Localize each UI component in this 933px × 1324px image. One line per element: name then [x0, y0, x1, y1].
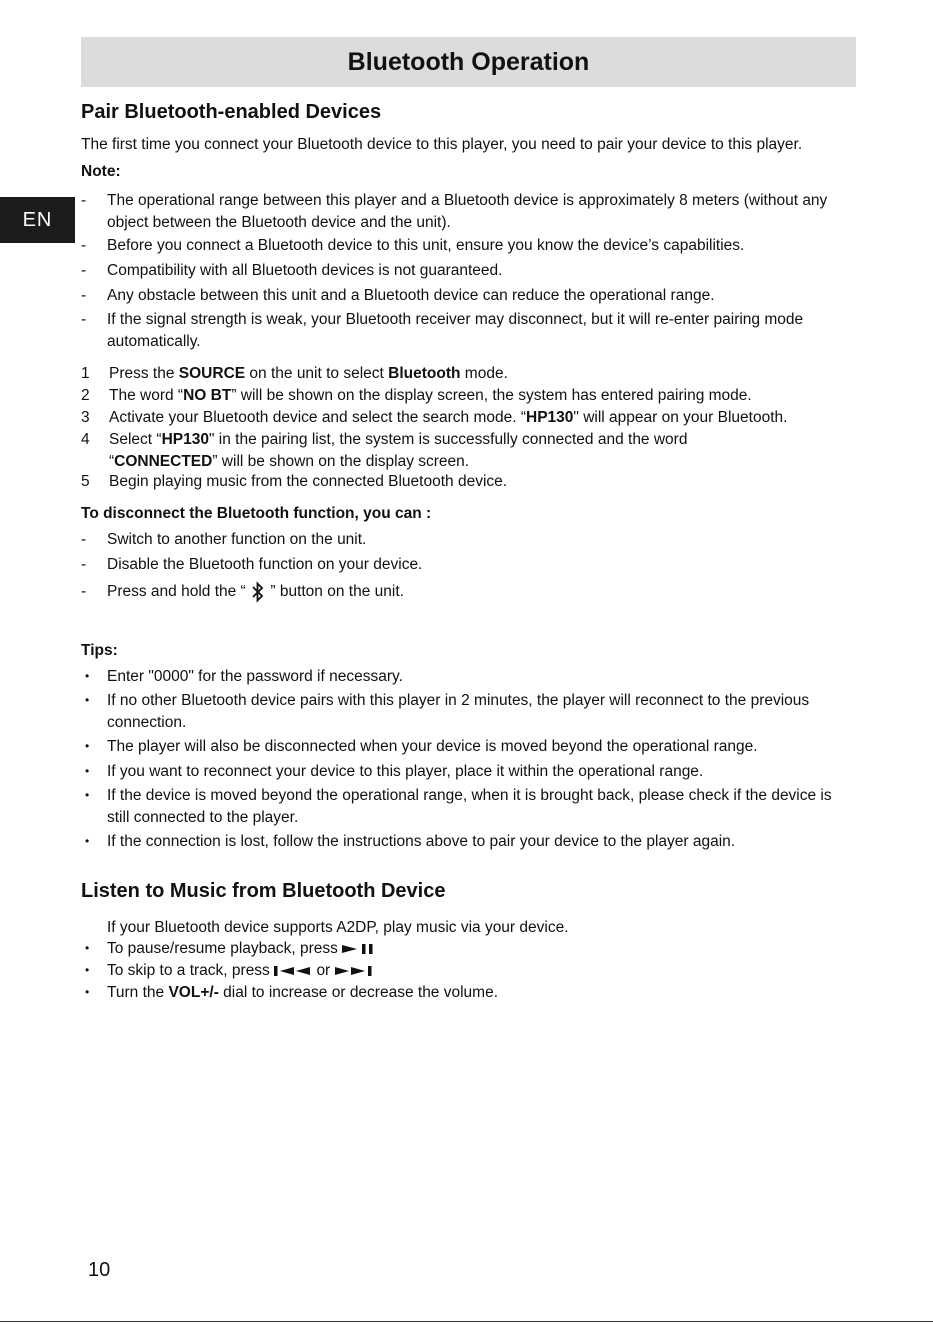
step-item: 5 Begin playing music from the connected Bluetooth device. [81, 473, 508, 490]
note-label: Note: [81, 163, 121, 180]
bullet-marker: • [85, 963, 90, 977]
pair-intro-text: The first time you connect your Bluetooth device to this player, you need to pair your device to this player. [81, 136, 803, 153]
tip-item: • If you want to reconnect your device to this player, place it within the operational range. [81, 761, 871, 783]
disconnect-heading: To disconnect the Bluetooth function, you can : [81, 505, 432, 522]
dash-marker: - [81, 556, 87, 573]
step-item: 2 The word “NO BT” will be shown on the display screen, the system has entered pairing mode. [81, 387, 752, 404]
dash-marker: - [81, 262, 87, 279]
play-pause-icon [342, 942, 376, 956]
language-tab: EN [0, 197, 75, 243]
dash-marker: - [81, 311, 87, 328]
page-title: Bluetooth Operation [347, 48, 590, 76]
tips-label: Tips: [81, 642, 118, 659]
tip-item: • The player will also be disconnected when your device is moved beyond the operational range. [81, 736, 871, 758]
tip-item: • If the connection is lost, follow the instructions above to pair your device to the player again. [81, 831, 871, 853]
tip-item: • Enter "0000" for the password if necessary. [81, 666, 871, 688]
note-item: - Any obstacle between this unit and a Bluetooth device can reduce the operational range. [81, 285, 871, 307]
dash-marker: - [81, 237, 87, 254]
note-item: - If the signal strength is weak, your Bluetooth receiver may disconnect, but it will re-enter pairing mode automatically. [81, 311, 804, 350]
pair-section-heading: Pair Bluetooth-enabled Devices [81, 101, 382, 123]
disconnect-item: - Press and hold the “ ” button on the unit. [81, 581, 871, 603]
bullet-marker: • [85, 985, 90, 999]
previous-track-icon [274, 964, 312, 978]
step-item: 1 Press the SOURCE on the unit to select Bluetooth mode. [81, 365, 508, 382]
step-item: 4 Select “HP130" in the pairing list, the system is successfully connected and the word “CONNECTED” will be shown on the display screen. [81, 431, 688, 470]
bullet-marker: • [85, 834, 90, 848]
dash-marker: - [81, 531, 87, 548]
page-number: 10 [88, 1259, 111, 1281]
note-item: - Before you connect a Bluetooth device to this unit, ensure you know the device’s capabilities. [81, 235, 871, 257]
dash-marker: - [81, 287, 87, 304]
bullet-marker: • [85, 788, 90, 802]
bullet-marker: • [85, 669, 90, 683]
tip-item: • If no other Bluetooth device pairs with this player in 2 minutes, the player will reconnect to the previous connection. [85, 692, 810, 731]
disconnect-item: - Disable the Bluetooth function on your device. [81, 554, 871, 576]
listen-section-heading: Listen to Music from Bluetooth Device [81, 880, 446, 902]
step-item: 3 Activate your Bluetooth device and select the search mode. “HP130" will appear on your Bluetooth. [81, 409, 788, 426]
tip-item: • If the device is moved beyond the operational range, when it is brought back, please check if the device is still connected to the player. [85, 787, 832, 826]
bullet-marker: • [85, 941, 90, 955]
bluetooth-icon [250, 581, 266, 603]
listen-item-pause: • To pause/resume playback, press [81, 938, 871, 960]
note-item: - The operational range between this player and a Bluetooth device is approximately 8 meters (without any object between the Bluetooth device and the unit). [81, 192, 828, 231]
listen-intro: If your Bluetooth device supports A2DP, play music via your device. [107, 919, 569, 936]
disconnect-item: - Switch to another function on the unit. [81, 529, 871, 551]
bullet-marker: • [85, 764, 90, 778]
listen-item-skip: • To skip to a track, press or [81, 960, 871, 982]
note-item: - Compatibility with all Bluetooth devices is not guaranteed. [81, 260, 871, 282]
dash-marker: - [81, 192, 87, 209]
page-header-banner [81, 37, 856, 87]
next-track-icon [335, 964, 373, 978]
dash-marker: - [81, 583, 87, 600]
bottom-divider [0, 1321, 933, 1322]
bullet-marker: • [85, 693, 90, 707]
listen-item-volume: • Turn the VOL+/- dial to increase or decrease the volume. [81, 982, 871, 1004]
bullet-marker: • [85, 739, 90, 753]
